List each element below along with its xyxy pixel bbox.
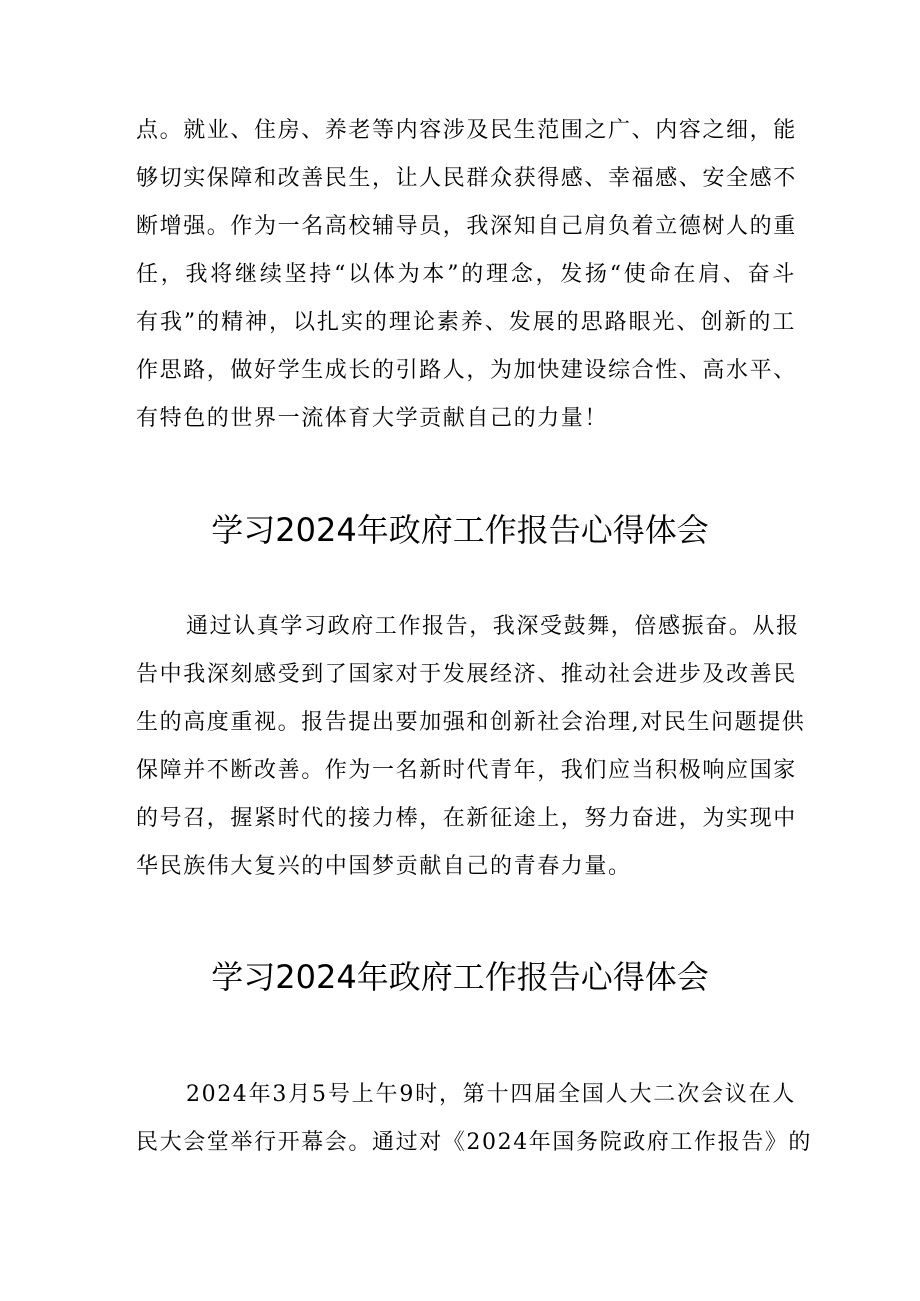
- paragraph-line: 的号召，握紧时代的接力棒，在新征途上，努力奋进，为实现中: [136, 806, 797, 831]
- paragraph-line: 生的高度重视。报告提出要加强和创新社会治理,对民生问题提供: [136, 710, 806, 735]
- paragraph-line: 保障并不断改善。作为一名新时代青年，我们应当积极响应国家: [136, 758, 797, 783]
- paragraph-line: 断增强。作为一名高校辅导员，我深知自己肩负着立德树人的重: [136, 214, 797, 239]
- paragraph-line: 通过认真学习政府工作报告，我深受鼓舞，倍感振奋。从报: [186, 614, 800, 639]
- section-title: 学习2024年政府工作报告心得体会: [211, 958, 709, 996]
- paragraph-line: 作思路，做好学生成长的引路人，为加快建设综合性、高水平、: [136, 358, 797, 383]
- paragraph-line: 够切实保障和改善民生，让人民群众获得感、幸福感、安全感不: [136, 166, 797, 191]
- section-title: 学习2024年政府工作报告心得体会: [211, 511, 709, 549]
- paragraph-line: 华民族伟大复兴的中国梦贡献自己的青春力量。: [136, 854, 632, 879]
- paragraph-line: 2024年3月5号上午9时，第十四届全国人大二次会议在人: [186, 1082, 796, 1107]
- paragraph-line: 告中我深刻感受到了国家对于发展经济、推动社会进步及改善民: [136, 662, 797, 687]
- paragraph-line: 任，我将继续坚持“以体为本”的理念，发扬“使命在肩、奋斗: [136, 262, 796, 287]
- paragraph-line: 点。就业、住房、养老等内容涉及民生范围之广、内容之细，能: [136, 118, 797, 143]
- paragraph-line: 有特色的世界一流体育大学贡献自己的力量！: [136, 406, 609, 431]
- paragraph-line: 民大会堂举行开幕会。通过对《2024年国务院政府工作报告》的: [136, 1130, 812, 1155]
- paragraph-line: 有我”的精神，以扎实的理论素养、发展的思路眼光、创新的工: [136, 310, 796, 335]
